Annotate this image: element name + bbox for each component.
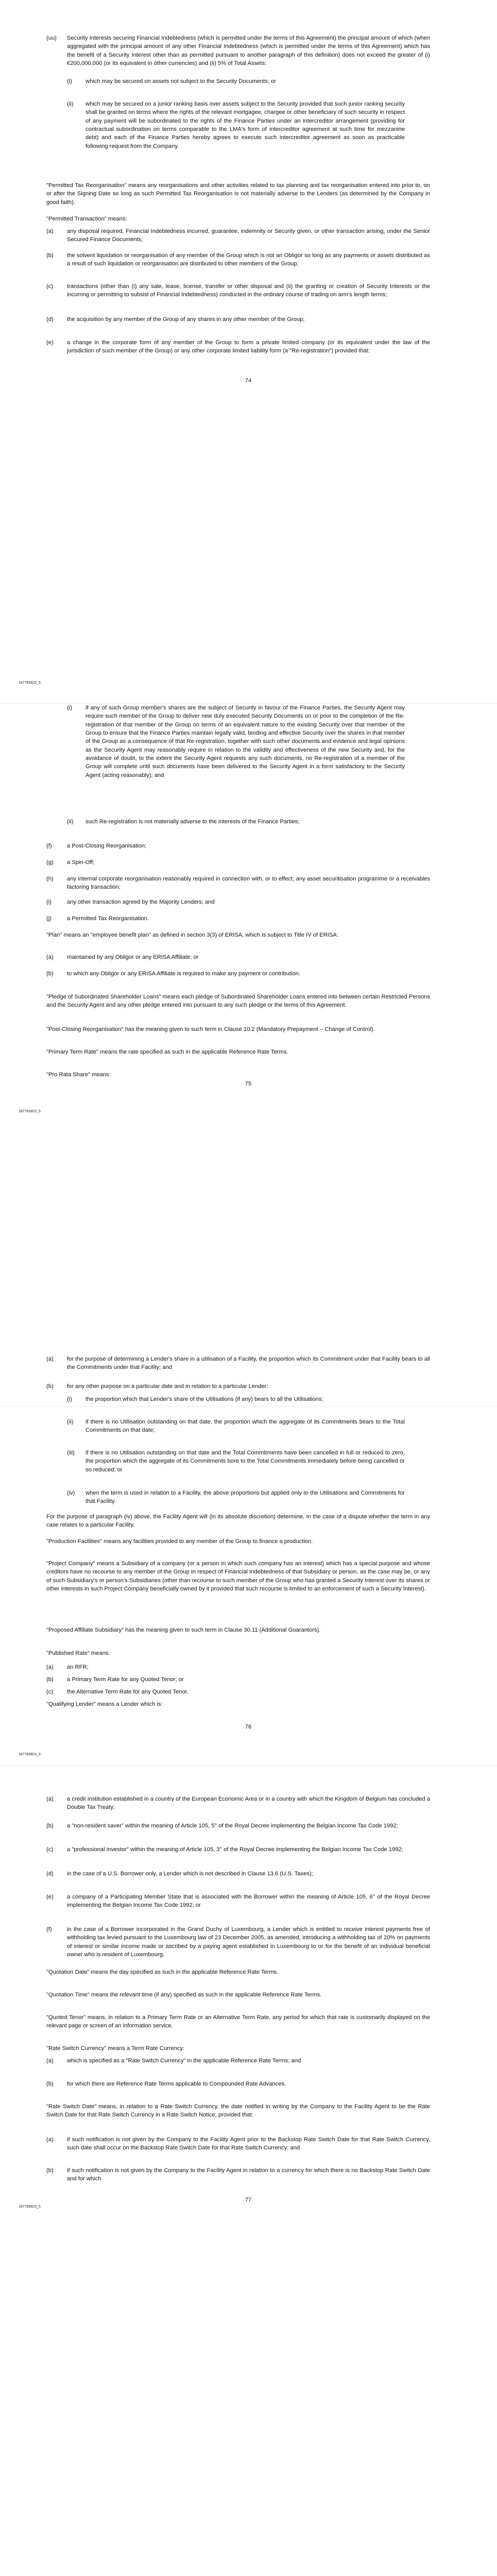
- clause-text: when the term is used in relation to a Facility, the above proportions but applied only to the Utilisations and Commitments for that Facility.: [85, 1490, 405, 1505]
- definition-rate-switch-currency: "Rate Switch Currency" means a Term Rate Currency:: [46, 2045, 185, 2052]
- clause-label: (b): [46, 1676, 54, 1683]
- clause-text: such Re-registration is not materially adverse to the interests of the Finance Parties;: [85, 819, 300, 825]
- clause-label: (j): [46, 916, 52, 922]
- clause-label: (b): [46, 1383, 54, 1389]
- page-number: 75: [245, 1081, 252, 1087]
- clause-label: (f): [46, 843, 52, 849]
- clause-label: (a): [46, 2058, 54, 2064]
- clause-label: (iii): [67, 1450, 75, 1456]
- clause-text: which may be secured on a junior ranking basis over assets subject to the Security provided that such junior ranking security shall be granted on terms where the rights of the relevant mortgagee, chargee or other beneficiary of such security in respect of any payment will be subordinated to the rights of the Finance Parties under an intercreditor arrangement (providing for contractual subordination on terms comparable to the LMA's form of intercreditor agreement at such time for mezzanine debt) and each of the Finance Parties hereby agrees to execute such intercreditor agreement as soon as practicable following request from the Company.: [85, 101, 405, 149]
- clause-text: an RFR;: [67, 1664, 89, 1670]
- clause-label: (e): [46, 1894, 54, 1900]
- clause-label: (i): [67, 1396, 72, 1402]
- page-77: [0, 1796, 497, 2576]
- clause-label: (b): [46, 971, 54, 977]
- clause-text: a Spin-Off;: [67, 859, 95, 866]
- clause-text: any internal corporate reorganisation reasonably required in connection with, or to effect, any asset securitisation programme or a receivables factoring transaction;: [67, 876, 430, 891]
- clause-text: if such notification is not given by the Company to the Facility Agent in relation to a currency for which there is no Backstop Rate Switch Date and for which: [67, 2167, 430, 2182]
- clause-text: Security Interests securing Financial Indebtedness (which is permitted under the terms of this Agreement) the principal amount of which (when aggregated with the principal amount of any other Financial Indebtedness (which is permitted under the terms of this Agreement) which has the benefit of a Security Interest other than as permitted pursuant to another paragraph of this definition) does not exceed the greater of (i) €200,000,000 (or its equivalent in other currencies) and (ii) 5% of Total Assets:: [67, 35, 430, 67]
- document-id: 187783823_5: [19, 2205, 41, 2209]
- clause-text: a "professional investor" within the meaning of Article 105, 3° of the Royal Decree implementing the Belgian Income Tax Code 1992;: [67, 1846, 403, 1853]
- clause-label: (a): [46, 1356, 54, 1362]
- clause-label: (a): [46, 1796, 54, 1802]
- clause-text: for any other purpose on a particular date and in relation to a particular Lender:: [67, 1383, 268, 1389]
- clause-label: (i): [67, 705, 72, 711]
- clause-text: if there is no Utilisation outstanding on that date and the Total Commitments have been cancelled in full or reduced to zero, the proportion which the aggregate of its Commitments bore to the Total Commitments immediately before being cancelled or so reduced; or: [85, 1450, 405, 1473]
- clause-text: the acquisition by any member of the Group of any shares in any other member of the Group;: [67, 316, 305, 323]
- clause-label: (b): [46, 1823, 54, 1829]
- page-76: [0, 1356, 497, 2110]
- clause-label: (iv): [67, 1490, 75, 1496]
- clause-label: (d): [46, 316, 54, 323]
- page-number: 76: [245, 1724, 252, 1730]
- clause-text: in the case of a U.S. Borrower only, a Lender which is not described in Clause 13.6 (U.S. Taxes);: [67, 1871, 313, 1877]
- definition-pledge-of-subordinated-shareholder-loans: "Pledge of Subordinated Shareholder Loans" means each pledge of Subordinated Shareholder Loans entered into between certain Restricted Persons and the Security Agent and any other pledge entered into pursuant to any such pledge or the terms of this Agreement.: [46, 994, 430, 1009]
- clause-text: a change in the corporate form of any member of the Group to form a private limited company (or its equivalent under the law of the jurisdiction of such member of the Group) or any other corporate limited liability form (a "Re-registration") provided that:: [67, 340, 430, 354]
- definition-quotation-time: "Quotation Time" means the relevant time (if any) specified as such in the applicable Reference Rate Terms.: [46, 1992, 322, 1998]
- clause-text: in the case of a Borrower incorporated in the Grand Duchy of Luxembourg, a Lender which is entitled to receive interest payments free of withholding tax levied pursuant to the Luxembourg law of 23 December 2005, as amended, introducing a withholding tax of 20% on payments of interest or similar income made or ascribed by a paying agent established in Luxembourg to or for the benefit of an individual beneficial owner who is resident of Luxembourg.: [67, 1926, 430, 1958]
- definition-post-closing-reorganisation: "Post-Closing Reorganisation" has the meaning given to such term in Clause 10.2 (Mandatory Prepayment – Change of Control).: [46, 1026, 375, 1032]
- clause-label: (ii): [67, 101, 74, 107]
- clause-text: transactions (other than (i) any sale, lease, license, transfer or other disposal and (ii) the granting or creation of Security Interests or the incurring or permitting to subsist of Financial Indebtedness) conducted in the ordinary course of trading on arm's length terms;: [67, 283, 430, 298]
- clause-label: (c): [46, 1846, 54, 1853]
- page-74: [0, 0, 497, 703]
- clause-text: any disposal required, Financial Indebtedness incurred, guarantee, indemnity or Security given, or other transaction arising, under the Senior Secured Finance Documents;: [67, 228, 430, 243]
- clause-text: a company of a Participating Member State that is associated with the Borrower within the meaning of Article 105, 6° of the Royal Decree implementing the Belgian Income Tax Code 1992; or: [67, 1894, 430, 1909]
- clause-label: (uu): [46, 35, 57, 41]
- page-75: [0, 703, 497, 1406]
- clause-label: (a): [46, 1664, 54, 1670]
- clause-label: (c): [46, 283, 54, 290]
- clause-text: a Permitted Tax Reorganisation.: [67, 916, 149, 922]
- definition-rate-switch-date: "Rate Switch Date" means, in relation to a Rate Switch Currency, the date notified in writing by the Company to the Facility Agent to be the Rate Switch Date for that Rate Switch Currency in a Rate Switch Notice, provided that:: [46, 2104, 430, 2119]
- definition-qualifying-lender: "Qualifying Lender" means a Lender which is:: [46, 1701, 163, 1707]
- clause-label: (i): [67, 78, 72, 84]
- clause-text: maintained by any Obligor or any ERISA Affiliate; or: [67, 954, 199, 960]
- clause-text: which may be secured on assets not subject to the Security Documents; or: [85, 78, 276, 84]
- clause-label: (h): [46, 876, 54, 882]
- clause-text: a "non-resident saver" within the meaning of Article 105, 5° of the Royal Decree implementing the Belgian Income Tax Code 1992;: [67, 1823, 398, 1829]
- clause-label: (d): [46, 1871, 54, 1877]
- clause-label: (i): [46, 899, 52, 905]
- definition-permitted-transaction: "Permitted Transaction" means:: [46, 216, 127, 222]
- clause-label: (g): [46, 859, 54, 866]
- definition-primary-term-rate: "Primary Term Rate" means the rate specified as such in the applicable Reference Rate Terms.: [46, 1049, 288, 1055]
- definition-published-rate: "Published Rate" means:: [46, 1650, 110, 1656]
- clause-label: (ii): [67, 819, 74, 825]
- definition-quoted-tenor: "Quoted Tenor" means, in relation to a Primary Term Rate or an Alternative Term Rate, any period for which that rate is customarily displayed on the relevant page or screen of an information service.: [46, 2014, 430, 2029]
- definition-production-facilities: "Production Facilities" means any facilities provided to any member of the Group to finance a production.: [46, 1538, 313, 1545]
- clause-label: (e): [46, 340, 54, 346]
- definition-proposed-affiliate-subsidiary: "Proposed Affiliate Subsidiary" has the meaning given to such term in Clause 30.11 (Additional Guarantors).: [46, 1627, 321, 1633]
- clause-label: (f): [46, 1926, 52, 1933]
- definition-pro-rata-share: "Pro Rata Share" means:: [46, 1072, 111, 1078]
- clause-label: (b): [46, 2167, 54, 2174]
- clause-text: if such notification is not given by the Company to the Facility Agent prior to the Backstop Rate Switch Date for that Rate Switch Currency, such date shall occur on the Backstop Rate Switch Date for that Rate Switch Currency; and: [67, 2137, 430, 2151]
- clause-label: (a): [46, 228, 54, 234]
- clause-text: the Alternative Term Rate for any Quoted Tenor.: [67, 1689, 188, 1695]
- clause-text: for the purpose of determining a Lender's share in a utilisation of a Facility, the proportion which its Commitment under that Facility bears to all the Commitments under that Facility; and: [67, 1356, 430, 1371]
- document-id: 187783823_5: [19, 681, 41, 685]
- clause-label: (a): [46, 2137, 54, 2143]
- clause-text: a credit institution established in a country of the European Economic Area or in a country with which the Kingdom of Belgium has concluded a Double Tax Treaty;: [67, 1796, 430, 1811]
- clause-text: the solvent liquidation or reorganisation of any member of the Group which is not an Obligor so long as any payments or assets distributed as a result of such liquidation or reorganisation are distributed to other members of the Group;: [67, 252, 430, 267]
- definition-quotation-date: "Quotation Date" means the day specified as such in the applicable Reference Rate Terms.: [46, 1969, 279, 1975]
- clause-label: (b): [46, 252, 54, 259]
- clause-text: a Primary Term Rate for any Quoted Tenor; or: [67, 1676, 184, 1683]
- clause-label: (a): [46, 954, 54, 960]
- definition-plan: "Plan" means an "employee benefit plan" as defined in section 3(3) of ERISA, which is subject to Title IV of ERISA:: [46, 932, 338, 938]
- document-id: 187783823_5: [19, 1110, 41, 1113]
- clause-text: the proportion which that Lender's share of the Utilisations (if any) bears to all the Utilisations;: [85, 1396, 323, 1402]
- clause-text: if there is no Utilisation outstanding on that date, the proportion which the aggregate of its Commitments bears to the Total Commitments on that date;: [85, 1419, 405, 1434]
- clause-text: for which there are Reference Rate Terms applicable to Compounded Rate Advances.: [67, 2081, 286, 2087]
- clause-text: which is specified as a "Rate Switch Currency" in the applicable Reference Rate Terms; and: [67, 2058, 301, 2064]
- clause-label: (b): [46, 2081, 54, 2087]
- definition-project-company: "Project Company" means a Subsidiary of a company (or a person in which such company has an interest) which has a special purpose and whose creditors have no recourse to any member of the Group in respect of Financial Indebtedness of that Subsidiary or person, as the case may be, or any of such Subsidiary's or person's Subsidiaries (other than recourse to such member of the Group who has granted a Security Interest over its shares or other interests in such Project Company beneficially owned by it provided that such recourse is limited to an enforcement of such a Security Interest).: [46, 1561, 430, 1592]
- clause-text: any other transaction agreed by the Majority Lenders; and: [67, 899, 215, 905]
- page-number: 77: [245, 2197, 252, 2203]
- clause-text: to which any Obligor or any ERISA Affiliate is required to make any payment or contribution.: [67, 971, 301, 977]
- clause-text: a Post-Closing Reorganisation;: [67, 843, 147, 849]
- clause-label: (ii): [67, 1419, 74, 1425]
- paragraph: For the purpose of paragraph (iv) above, the Facility Agent will (in its absolute discretion) determine, in the case of a dispute whether the term in any case relates to a particular Facility.: [46, 1514, 430, 1529]
- document-id: 187783823_5: [19, 1753, 41, 1756]
- clause-label: (c): [46, 1689, 54, 1695]
- clause-text: if any of such Group member's shares are the subject of Security in favour of the Finance Parties, the Security Agent may require such member of the Group to deliver new duly executed Security Documents on or prior to the completion of the Re-registration of that member of the Group on terms of an equivalent nature to the existing Security over that member of the Group to ensure that the Finance Parties maintain legally valid, binding and effective Security over the shares in that member of the Group as a consequence of that Re-registration, together with such other documents and evidence and legal opinions as the Security Agent may reasonably require in relation to the validity and effectiveness of the new Security and, for the avoidance of doubt, to the extent the Security Agent requests any such documents, no Re-registration of a member of the Group will complete until such documents have been delivered to the Security Agent in a form satisfactory to the Security Agent (acting reasonably); and: [85, 705, 405, 778]
- page-number: 74: [245, 378, 252, 384]
- definition-permitted-tax-reorganisation: "Permitted Tax Reorganisation" means any reorganisations and other activities related to tax planning and tax reorganisation entered into prior to, on or after the Signing Date so long as such Permitted Tax Reorganisation is not materially adverse to the Lenders (as determined by the Company in good faith).: [46, 182, 430, 206]
